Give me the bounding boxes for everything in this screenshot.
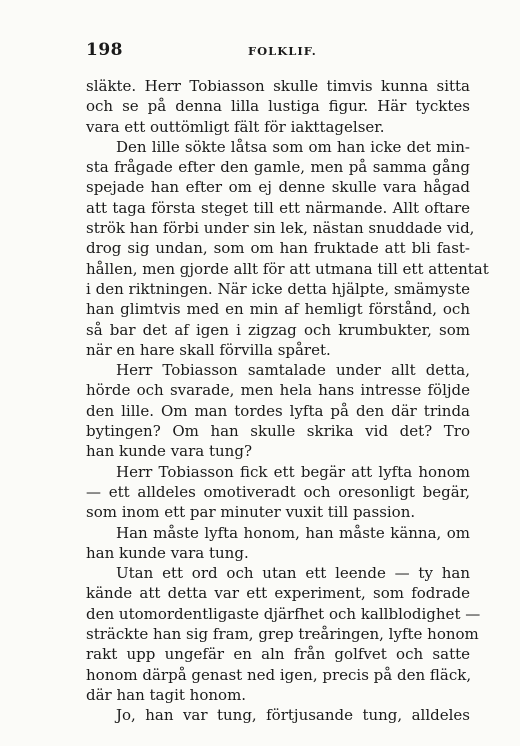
- text-line: den lille. Om man tordes lyfta på den där trinda: [86, 401, 470, 420]
- text-line: Utan ett ord och utan ett leende — ty han: [116, 564, 470, 583]
- text-line: i den riktningen. När icke detta hjälpte, smämyste: [86, 279, 470, 298]
- text-line: hörde och svarade, men hela hans intresse följde: [86, 381, 470, 400]
- text-line: när en hare skall förvilla spåret.: [86, 340, 331, 359]
- text-line: så bar det af igen i zigzag och krumbukter, som: [86, 320, 470, 339]
- running-title: FOLKLIF.: [248, 44, 317, 58]
- text-line: Den lille sökte låtsa som om han icke det min-: [116, 137, 470, 156]
- text-line: kände att detta var ett experiment, som fodrade: [86, 584, 470, 603]
- paragraph: [86, 563, 481, 705]
- text-line: att taga första steget till ett närmande. Allt oftare: [86, 198, 470, 217]
- text-line: och se på denna lilla lustiga figur. Här tycktes: [86, 97, 470, 116]
- text-line: Herr Tobiasson fick ett begär att lyfta honom: [116, 462, 470, 481]
- text-line: Herr Tobiasson samtalade under allt detta,: [116, 361, 470, 380]
- text-line: drog sig undan, som om han fruktade att bli fast-: [86, 239, 470, 258]
- page-number: 198: [86, 40, 123, 60]
- text-line: sträckte han sig fram, grep treåringen, lyfte honom: [86, 625, 479, 644]
- text-line: strök han förbi under sin lek, nästan snuddade vid,: [86, 219, 475, 238]
- text-line: han kunde vara tung?: [86, 442, 252, 461]
- paragraph: [86, 360, 470, 461]
- text-line: sta frågade efter den gamle, men på samma gång: [86, 158, 470, 177]
- text-line: vara ett outtömligt fält för iakttagelser.: [86, 117, 385, 136]
- text-line: Han måste lyfta honom, han måste känna, om: [116, 523, 470, 542]
- text-line: — ett alldeles omotiveradt och oresonligt begär,: [86, 482, 470, 501]
- text-line: där han tagit honom.: [86, 685, 247, 704]
- text-line: släkte. Herr Tobiasson skulle timvis kunna sitta: [86, 77, 470, 95]
- paragraph: [86, 137, 489, 360]
- text-line: hållen, men gjorde allt för att utmana till ett attentat: [86, 259, 489, 278]
- paragraph: [86, 76, 470, 137]
- paragraph: [86, 705, 470, 725]
- page-header: [86, 40, 460, 64]
- text-line: den utomordentligaste djärfhet och kallblodighet —: [86, 604, 481, 623]
- paragraph: [86, 523, 470, 564]
- text-line: rakt upp ungefär en aln från golfvet och satte: [86, 645, 470, 664]
- text-line: som inom ett par minuter vuxit till passion.: [86, 503, 416, 522]
- paragraph: [86, 462, 470, 523]
- text-line: Jo, han var tung, förtjusande tung, alldeles: [116, 706, 470, 725]
- text-line: honom därpå genast ned igen, precis på den fläck,: [86, 665, 472, 684]
- text-line: han kunde vara tung.: [86, 543, 249, 562]
- text-line: han glimtvis med en min af hemligt förstånd, och: [86, 300, 470, 319]
- text-line: spejade han efter om ej denne skulle vara hågad: [86, 178, 470, 197]
- body-text: [86, 76, 489, 726]
- text-line: bytingen? Om han skulle skrika vid det? Tro: [86, 422, 470, 441]
